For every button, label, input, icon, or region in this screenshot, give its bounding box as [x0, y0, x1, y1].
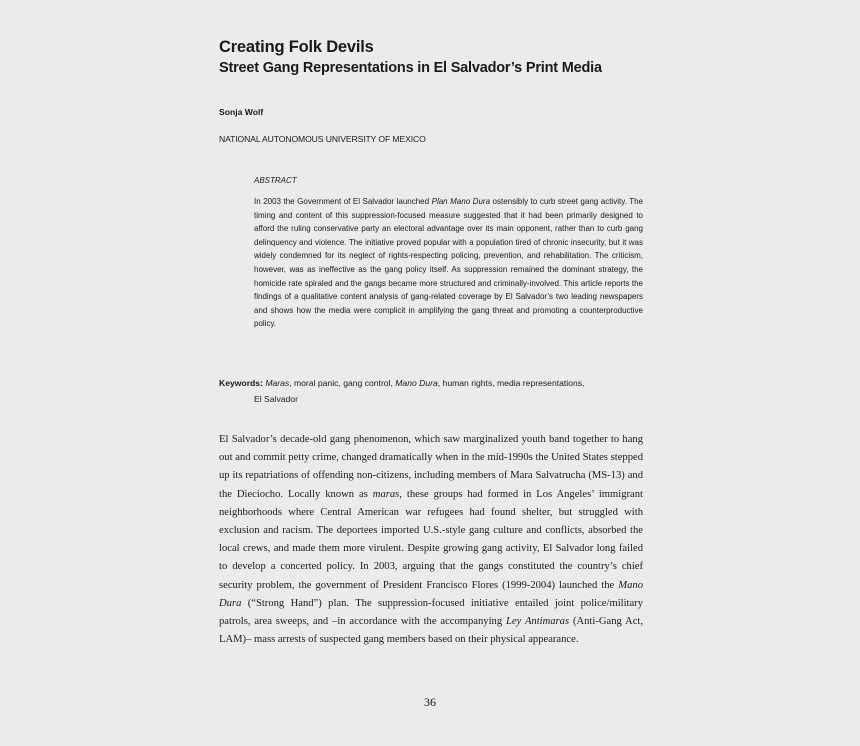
- keywords-text-2: , human rights, media representations,: [437, 378, 585, 388]
- body-italic-maras: maras: [372, 488, 400, 500]
- author-affiliation: NATIONAL AUTONOMOUS UNIVERSITY OF MEXICO: [219, 134, 426, 144]
- abstract-text-part-2: ostensibly to curb street gang activity. The timing and content of this suppression-focused measure suggested that it had been primarily designed to afford the ruling conservative party an electoral advantage over its main opponent, rather than to curb gang delinquency and violence. The initiative proved popular with a population tired of chronic insecurity, but it was widely condemned for its neglect of rights-respecting policing, prevention, and rehabilitation. The criticism, however, was as ineffective as the gang policy itself. As suppression remained the dominant strategy, the homicide rate spiraled and the gangs became more structured and criminally-involved. This article reports the findings of a qualitative content analysis of gang-related coverage by El Salvador’s two leading newspapers and shows how the media were complicit in amplifying the gang threat and promoting a counterproductive policy.: [254, 197, 643, 329]
- body-italic-ley-antimaras: Ley Antimaras: [506, 616, 570, 628]
- paper-subtitle: Street Gang Representations in El Salvador’s Print Media: [219, 60, 602, 76]
- body-paragraph: [219, 431, 643, 649]
- abstract-text-part-1: In 2003 the Government of El Salvador launched: [254, 197, 432, 206]
- page-number: 36: [424, 695, 436, 709]
- keywords-line: [219, 376, 644, 407]
- keyword-el-salvador: El Salvador: [254, 393, 298, 404]
- abstract-text: [254, 195, 643, 331]
- body-text-part-1: El Salvador’s decade-old gang phenomenon, which saw marginalized youth band together to hang out and commit petty crime, changed dramatically when in the mid-1990s the United States stepped up its repatriations of offending non-citizens, including members of Mara Salvatrucha (MS-13) and the Dieciocho. Locally known as: [219, 434, 643, 500]
- abstract-heading: ABSTRACT: [254, 176, 297, 185]
- body-text-part-3: (“Strong Hand”) plan. The suppression-focused initiative entailed joint police/military patrols, area sweeps, and –in accordance with the accompanying: [219, 597, 643, 628]
- keywords-label: Keywords:: [219, 378, 263, 388]
- keywords-text-1: , moral panic, gang control,: [289, 378, 396, 388]
- body-text-part-4: (Anti-Gang Act, LAM)– mass arrests of suspected gang members based on their physical appearance.: [219, 616, 643, 646]
- author-name: Sonja Wolf: [219, 107, 264, 117]
- paper-title: Creating Folk Devils: [219, 38, 374, 56]
- body-text-part-2: , these groups had formed in Los Angeles’ immigrant neighborhoods where Central American war refugees had found shelter, but struggled with exclusion and racism. The deportees imported U.S.-style gang culture and conflicts, absorbed the local crews, and made them more virulent. Despite growing gang activity, El Salvador long failed to develop a concerted policy. In 2003, arguing that the gangs constituted the country’s chief security problem, the government of President Francisco Flores (1999-2004) launched the: [219, 488, 644, 591]
- keyword-maras: Maras: [265, 378, 290, 388]
- abstract-italic-plan-mano-dura: Plan Mano Dura: [431, 197, 491, 206]
- body-italic-mano-dura: Mano Dura: [219, 579, 643, 609]
- keyword-mano-dura: Mano Dura: [395, 378, 438, 388]
